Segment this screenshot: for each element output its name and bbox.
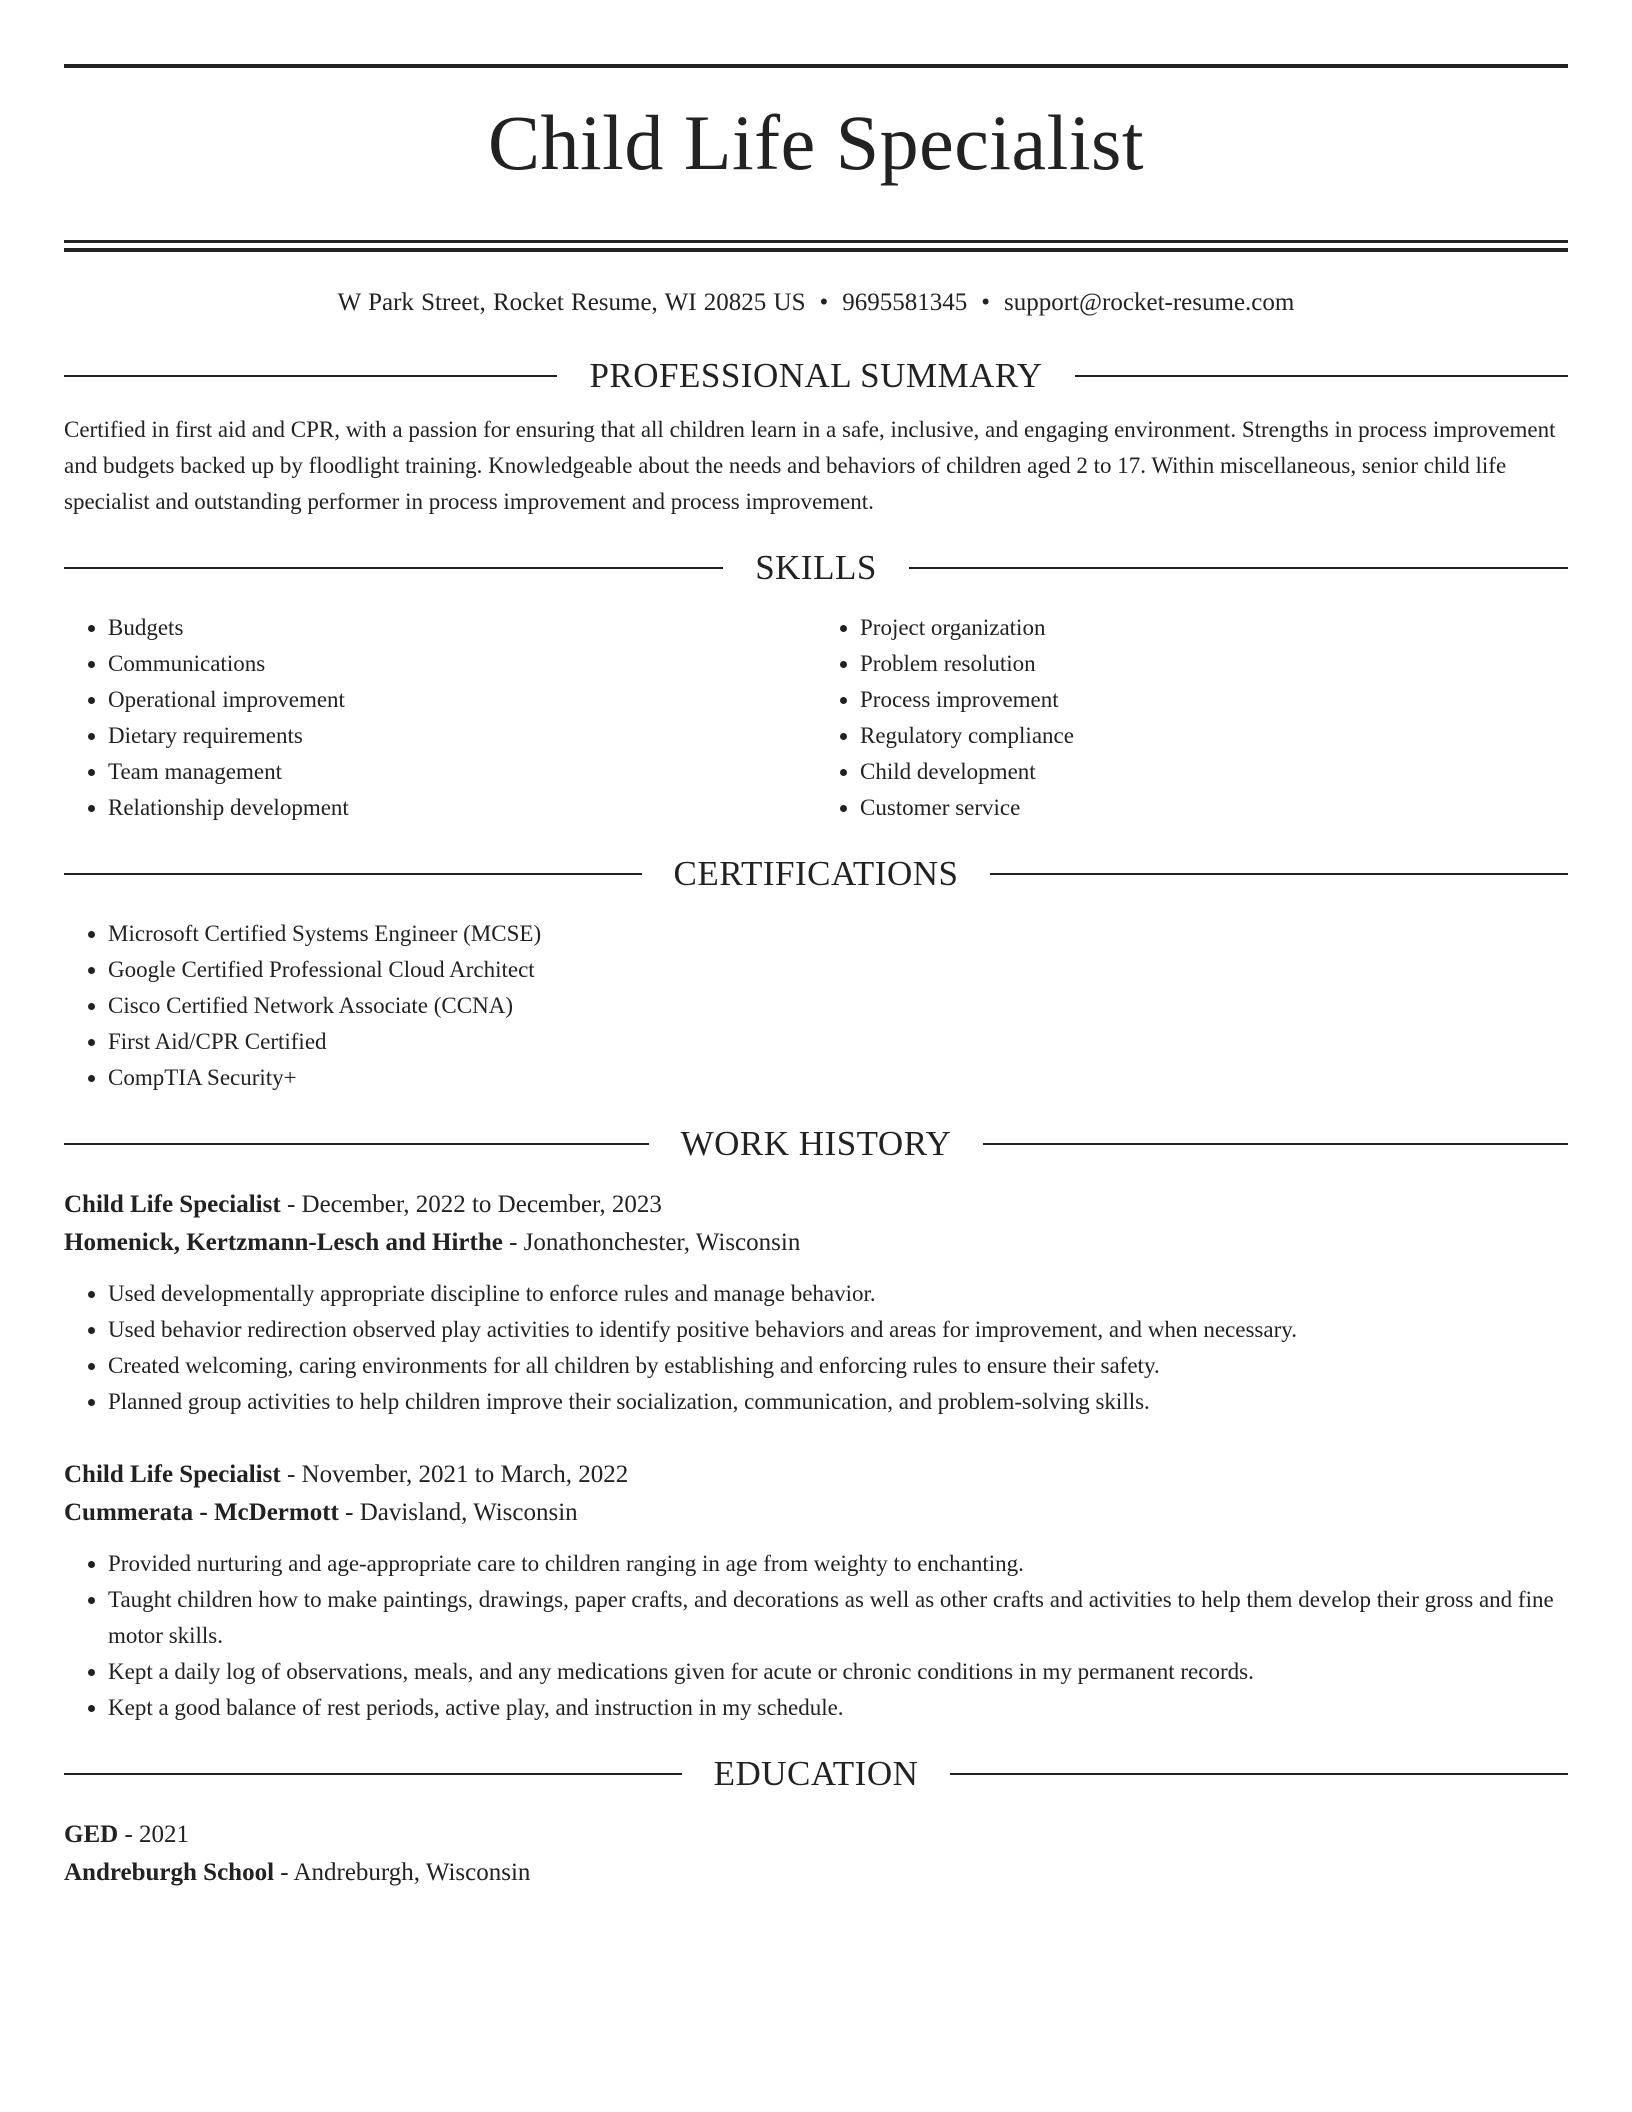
contact-line xyxy=(64,288,1568,318)
title-double-rule xyxy=(64,240,1568,252)
contact-email: support@rocket-resume.com xyxy=(1004,289,1295,316)
job-company: Homenick, Kertzmann-Lesch and Hirthe xyxy=(64,1229,503,1256)
page-title: Child Life Specialist xyxy=(487,99,1145,186)
skill-item: • Child development xyxy=(860,754,1568,790)
skill-item: • Project organization xyxy=(860,610,1568,646)
education-degree: GED xyxy=(64,1821,119,1848)
heading-rule xyxy=(950,1773,1568,1775)
heading-rule xyxy=(909,567,1568,569)
skills-column-left xyxy=(64,610,816,826)
skill-item: • Operational improvement xyxy=(108,682,816,718)
job-dates: - December, 2022 to December, 2023 xyxy=(280,1191,662,1218)
job-company-line xyxy=(64,1224,1568,1262)
job-bullet: • Created welcoming, caring environments for all children by establishing and enforcing rules to ensure their safety. xyxy=(108,1348,1568,1384)
heading-rule xyxy=(64,375,557,377)
heading-rule xyxy=(1075,375,1568,377)
skill-item: • Communications xyxy=(108,646,816,682)
heading-rule xyxy=(64,1773,682,1775)
heading-rule xyxy=(983,1143,1568,1145)
section-title: SKILLS xyxy=(755,548,877,587)
skill-item: • Problem resolution xyxy=(860,646,1568,682)
section-title: PROFESSIONAL SUMMARY xyxy=(589,356,1043,395)
education-location: - Andreburgh, Wisconsin xyxy=(274,1859,531,1886)
summary-paragraph: Certified in first aid and CPR, with a passion for ensuring that all children learn in a safe, inclusive, and engaging environment. Strengths in process improvement and budgets backed up by floodlight training. Knowledgeable about the needs and behaviors of children aged 2 to 17. Within miscellaneous, senior child life specialist and outstanding performer in process improvement and process improvement. xyxy=(64,417,1556,514)
certification-item: • First Aid/CPR Certified xyxy=(108,1024,1568,1060)
job-bullet: • Kept a daily log of observations, meals, and any medications given for acute or chronic conditions in my permanent records. xyxy=(108,1654,1568,1690)
certification-item: • Cisco Certified Network Associate (CCNA) xyxy=(108,988,1568,1024)
section-heading-certifications xyxy=(64,856,1568,892)
section-heading-skills xyxy=(64,550,1568,586)
job-title-line xyxy=(64,1186,1568,1224)
job-bullets xyxy=(64,1546,1568,1726)
certification-item: • Google Certified Professional Cloud Architect xyxy=(108,952,1568,988)
heading-rule xyxy=(64,873,642,875)
job-bullet: • Provided nurturing and age-appropriate care to children ranging in age from weighty to enchanting. xyxy=(108,1546,1568,1582)
skills-column-right xyxy=(816,610,1568,826)
job-location: - Jonathonchester, Wisconsin xyxy=(502,1229,801,1256)
heading-rule xyxy=(990,873,1568,875)
job-location: - Davisland, Wisconsin xyxy=(338,1499,578,1526)
skill-item: • Customer service xyxy=(860,790,1568,826)
job-bullet: • Taught children how to make paintings, drawings, paper crafts, and decorations as well as other crafts and activities to help them develop their gross and fine motor skills. xyxy=(108,1582,1568,1654)
job-dates: - November, 2021 to March, 2022 xyxy=(280,1461,629,1488)
skill-item: • Relationship development xyxy=(108,790,816,826)
job-title: Child Life Specialist xyxy=(64,1191,281,1218)
skill-item: • Regulatory compliance xyxy=(860,718,1568,754)
heading-rule xyxy=(64,1143,649,1145)
skill-item: • Team management xyxy=(108,754,816,790)
skills-list xyxy=(64,610,1568,826)
contact-phone: 9695581345 xyxy=(842,289,968,316)
contact-separator: • xyxy=(819,289,829,316)
section-title: WORK HISTORY xyxy=(680,1124,952,1163)
section-heading-work-history xyxy=(64,1126,1568,1162)
job-company-line xyxy=(64,1494,1568,1532)
section-heading-summary xyxy=(64,358,1568,394)
skill-item: • Dietary requirements xyxy=(108,718,816,754)
job-bullet: • Used developmentally appropriate discipline to enforce rules and manage behavior. xyxy=(108,1276,1568,1312)
section-title: EDUCATION xyxy=(713,1754,919,1793)
job-bullets xyxy=(64,1276,1568,1420)
top-rule xyxy=(64,64,1568,68)
contact-address: W Park Street, Rocket Resume, WI 20825 US xyxy=(337,289,806,316)
job-entry xyxy=(64,1186,1568,1420)
section-heading-education xyxy=(64,1756,1568,1792)
certification-item: • Microsoft Certified Systems Engineer (MCSE) xyxy=(108,916,1568,952)
skill-item: • Process improvement xyxy=(860,682,1568,718)
heading-rule xyxy=(64,567,723,569)
contact-separator: • xyxy=(981,289,991,316)
certifications-list xyxy=(64,916,1568,1096)
job-title-line xyxy=(64,1456,1568,1494)
education-year: - 2021 xyxy=(118,1821,190,1848)
education-entry xyxy=(64,1816,1568,1892)
section-title: CERTIFICATIONS xyxy=(673,854,959,893)
job-company: Cummerata - McDermott xyxy=(64,1499,339,1526)
certification-item: • CompTIA Security+ xyxy=(108,1060,1568,1096)
education-degree-line xyxy=(64,1816,1568,1854)
education-school-line xyxy=(64,1854,1568,1892)
job-bullet: • Kept a good balance of rest periods, active play, and instruction in my schedule. xyxy=(108,1690,1568,1726)
job-entry xyxy=(64,1456,1568,1726)
job-bullet: • Planned group activities to help children improve their socialization, communication, and problem-solving skills. xyxy=(108,1384,1568,1420)
education-school: Andreburgh School xyxy=(64,1859,275,1886)
job-title: Child Life Specialist xyxy=(64,1461,281,1488)
job-bullet: • Used behavior redirection observed play activities to identify positive behaviors and areas for improvement, and when necessary. xyxy=(108,1312,1568,1348)
skill-item: • Budgets xyxy=(108,610,816,646)
